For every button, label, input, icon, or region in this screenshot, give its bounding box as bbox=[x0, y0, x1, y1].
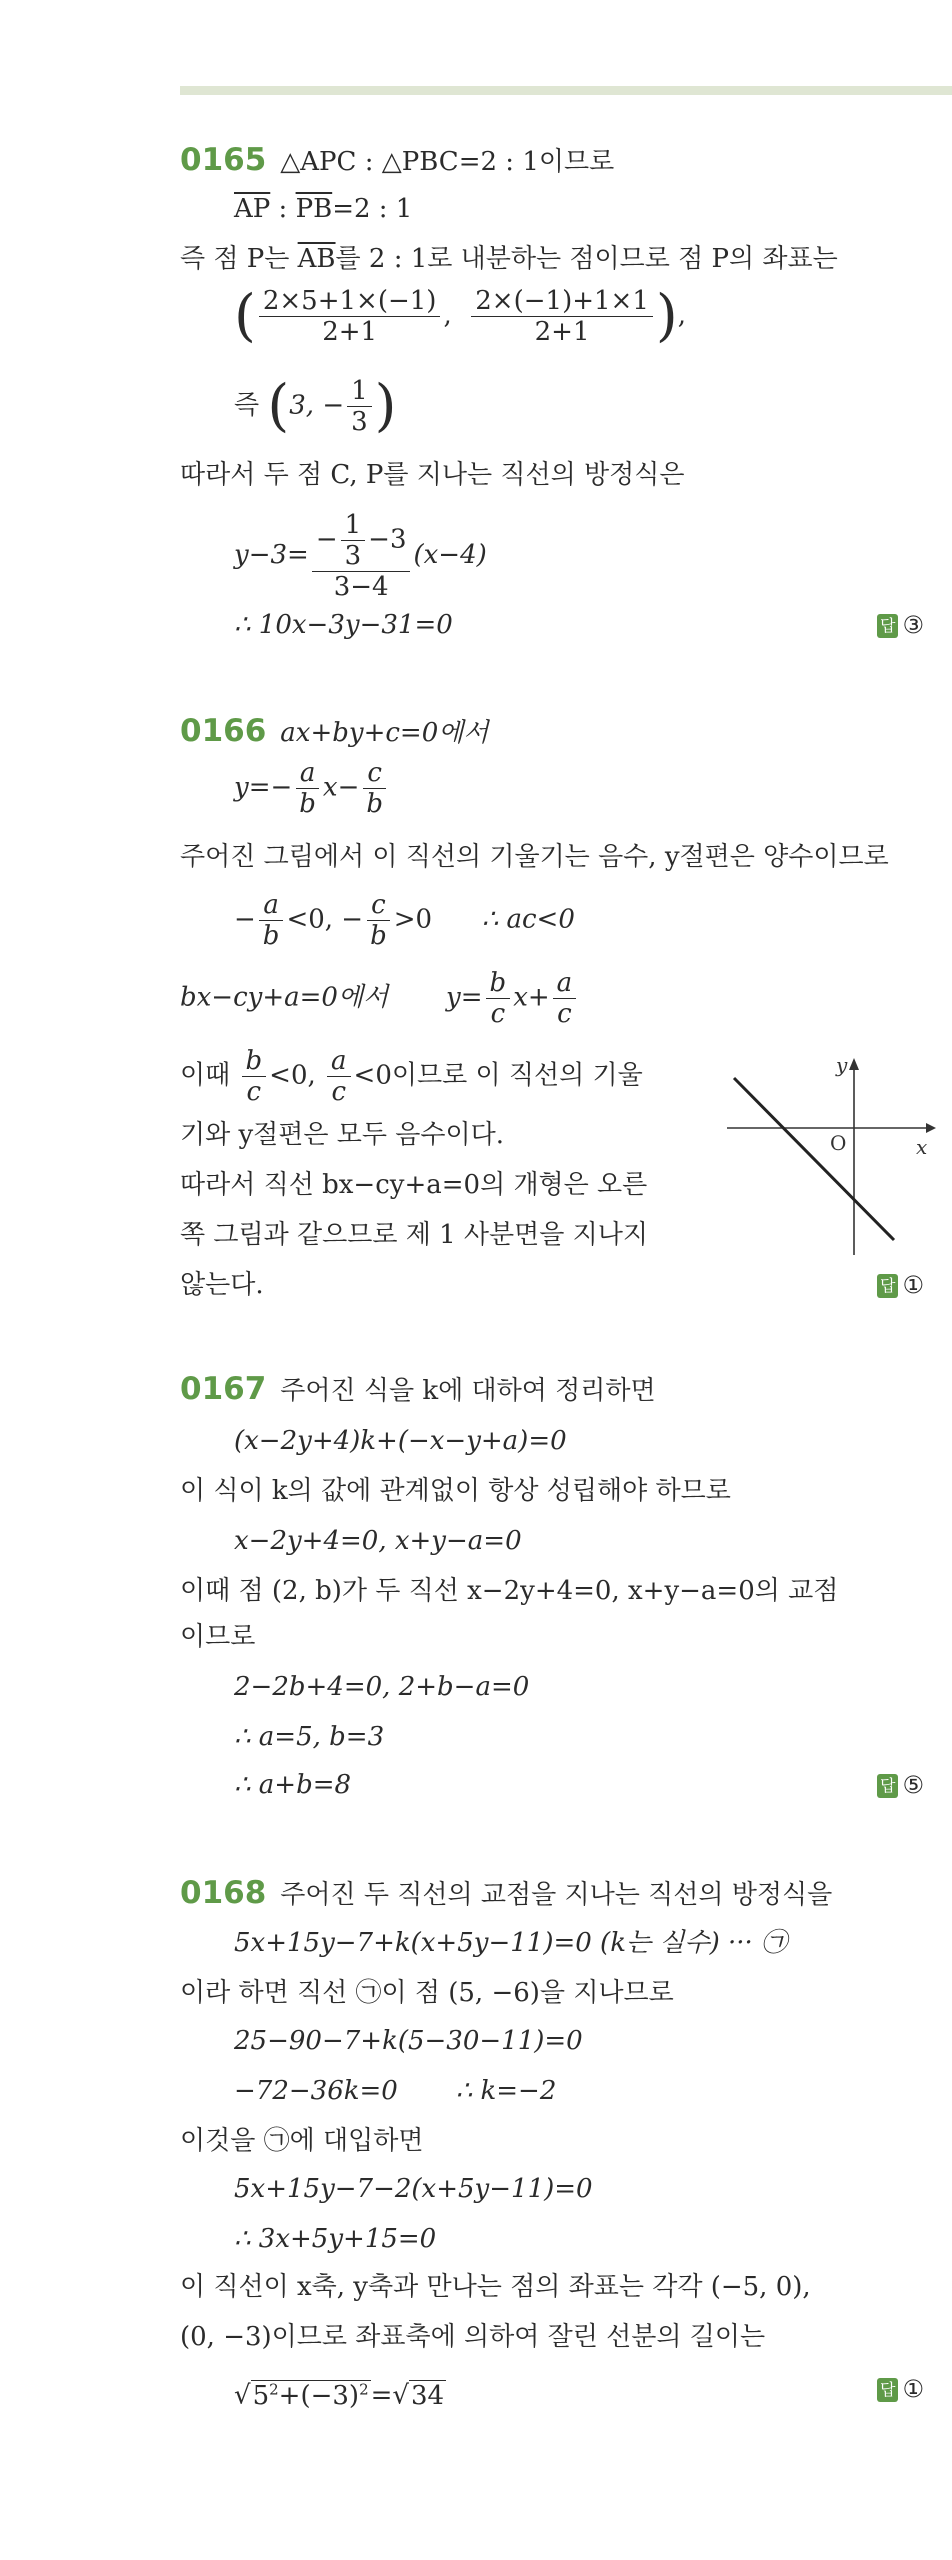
problem-0168-line9: 이 직선이 x축, y축과 만나는 점의 좌표는 각각 (−5, 0), bbox=[180, 2272, 811, 2302]
problem-0168-line7: 5x+15y−7−2(x+5y−11)=0 bbox=[234, 2174, 593, 2204]
problem-0166-line7: 기와 y절편은 모두 음수이다. bbox=[180, 1120, 505, 1150]
problem-number: 0166 bbox=[180, 713, 267, 749]
problem-0167-line3: 이 식이 k의 값에 관계없이 항상 성립해야 하므로 bbox=[180, 1476, 731, 1506]
problem-number: 0168 bbox=[180, 1875, 267, 1911]
y-axis-arrow bbox=[849, 1058, 859, 1070]
problem-0168-line8: ∴ 3x+5y+15=0 bbox=[234, 2224, 437, 2254]
problem-0168-line3: 이라 하면 직선 ㉠이 점 (5, −6)을 지나므로 bbox=[180, 1978, 674, 2008]
x-axis-arrow bbox=[926, 1123, 936, 1133]
problem-0166-line3: 주어진 그림에서 이 직선의 기울기는 음수, y절편은 양수이므로 bbox=[180, 842, 889, 872]
problem-0166-line8: 따라서 직선 bx−cy+a=0의 개형은 오른 bbox=[180, 1170, 648, 1200]
answer-badge: 답 bbox=[877, 614, 898, 638]
problem-0166-line1: 0166 ax+by+c=0에서 bbox=[180, 713, 489, 749]
top-divider bbox=[180, 86, 952, 95]
answer-0167: 답 ⑤ bbox=[877, 1770, 924, 1800]
problem-0168-line4: 25−90−7+k(5−30−11)=0 bbox=[234, 2026, 583, 2056]
answer-badge: 답 bbox=[877, 1774, 898, 1798]
problem-0166-line9: 쪽 그림과 같으므로 제 1 사분면을 지나지 bbox=[180, 1220, 648, 1250]
problem-0165-line1: 0165 △APC : △PBC=2 : 1이므로 bbox=[180, 142, 615, 178]
problem-0168-line10: (0, −3)이므로 좌표축에 의하여 잘린 선분의 길이는 bbox=[180, 2322, 766, 2352]
answer-badge: 답 bbox=[877, 2378, 898, 2402]
answer-badge: 답 bbox=[877, 1274, 898, 1298]
x-axis-label: x bbox=[916, 1135, 928, 1159]
graph-line bbox=[734, 1078, 894, 1240]
problem-0167-line4: x−2y+4=0, x+y−a=0 bbox=[234, 1526, 522, 1556]
line-graph-figure bbox=[722, 1050, 942, 1260]
problem-0166-line4: − $\frac{a}{b}$ <0, − $\frac{c}{b}$ >0 ∴ ac<0 bbox=[234, 890, 575, 951]
problem-0168-line2: 5x+15y−7+k(x+5y−11)=0 (k는 실수) ··· ㉠ bbox=[234, 1928, 788, 1958]
problem-0166-line2: y=− $\frac{a}{b}$ x− $\frac{c}{b}$ bbox=[234, 758, 390, 819]
y-axis-label: y bbox=[836, 1053, 848, 1077]
problem-0167-line2: (x−2y+4)k+(−x−y+a)=0 bbox=[234, 1426, 567, 1456]
problem-0166-line5: bx−cy+a=0에서 y= $\frac{b}{c}$ x+ $\frac{a}{c}$ bbox=[180, 968, 579, 1029]
problem-number: 0167 bbox=[180, 1371, 267, 1407]
answer-0166: 답 ① bbox=[877, 1270, 924, 1300]
problem-0168-line11: $√5^2+(-3)^2=√34$ bbox=[234, 2380, 445, 2411]
problem-0167-line5: 이때 점 (2, b)가 두 직선 x−2y+4=0, x+y−a=0의 교점 bbox=[180, 1576, 839, 1606]
problem-0165-line2: $\overline{AP}$ : $\overline{PB}=2$ : 1 bbox=[234, 194, 413, 224]
problem-0165-result: ∴ 10x−3y−31=0 bbox=[234, 610, 453, 640]
problem-0165-line-equation: y−3= − $\frac{1}{3}$ −3 3−4 (x−4) bbox=[234, 510, 487, 602]
problem-0165-coordinates: ( $\frac{2\times 5+1\times(-1)}{2+1}$ , $\frac{2\times(-1)+1\times 1}{2+1}$ ), bbox=[234, 283, 686, 349]
problem-0165-line3: 즉 점 P는 $\overline{AB}$를 2 : 1로 내분하는 점이므로 점 P의 좌표는 bbox=[180, 244, 838, 274]
problem-0165-line6: 따라서 두 점 C, P를 지나는 직선의 방정식은 bbox=[180, 460, 685, 490]
problem-number: 0165 bbox=[180, 142, 267, 178]
answer-0168: 답 ① bbox=[877, 2374, 924, 2404]
problem-0166-line6: 이때 $\frac{b}{c}$ <0, $\frac{a}{c}$ <0이므로 이 직선의 기울 bbox=[180, 1046, 643, 1107]
answer-0165: 답 ③ bbox=[877, 610, 924, 640]
origin-label: O bbox=[830, 1131, 847, 1155]
problem-0168-line1: 0168 주어진 두 직선의 교점을 지나는 직선의 방정식을 bbox=[180, 1875, 833, 1911]
problem-0167-line8: ∴ a=5, b=3 bbox=[234, 1722, 385, 1752]
problem-0167-line7: 2−2b+4=0, 2+b−a=0 bbox=[234, 1672, 530, 1702]
problem-0165-point-p: 즉 (3, − $\frac{1}{3}$ ) bbox=[234, 373, 397, 439]
problem-0168-line5: −72−36k=0 ∴ k=−2 bbox=[234, 2076, 557, 2106]
problem-0167-line6: 이므로 bbox=[180, 1622, 256, 1652]
problem-0168-line6: 이것을 ㉠에 대입하면 bbox=[180, 2126, 424, 2156]
problem-0167-line1: 0167 주어진 식을 k에 대하여 정리하면 bbox=[180, 1371, 656, 1407]
problem-0167-line9: ∴ a+b=8 bbox=[234, 1770, 352, 1800]
problem-0166-line10: 않는다. bbox=[180, 1270, 264, 1300]
